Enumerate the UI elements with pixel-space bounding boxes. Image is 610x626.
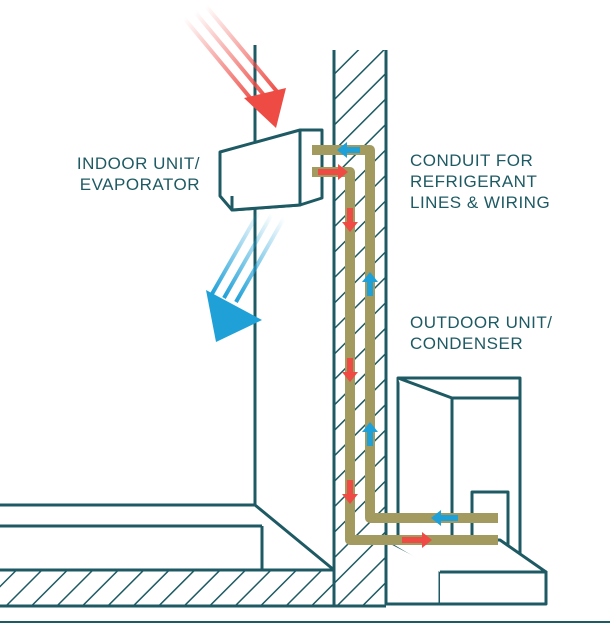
outdoor-unit: [398, 378, 520, 556]
conduit-label-line: LINES & WIRING: [410, 193, 551, 212]
warm-air-arrow: [184, 6, 286, 128]
conduit-label-line: REFRIGERANT: [410, 172, 538, 191]
outdoor-unit-label: [410, 312, 553, 354]
cool-air-arrow: [206, 210, 284, 342]
indoor-unit-label-line: INDOOR UNIT/: [76, 154, 200, 173]
outdoor-unit-label-line: OUTDOOR UNIT/: [410, 313, 553, 332]
conduit-label: [410, 150, 550, 213]
outdoor-base-pad: [386, 540, 546, 604]
conduit-label-line: CONDUIT FOR: [410, 151, 534, 170]
indoor-unit-label: [40, 153, 200, 195]
indoor-unit-label-line: EVAPORATOR: [79, 175, 200, 194]
room-interior: [0, 45, 334, 570]
indoor-unit: [220, 130, 322, 210]
outdoor-unit-label-line: CONDENSER: [410, 334, 524, 353]
floor-slab: [0, 570, 386, 606]
